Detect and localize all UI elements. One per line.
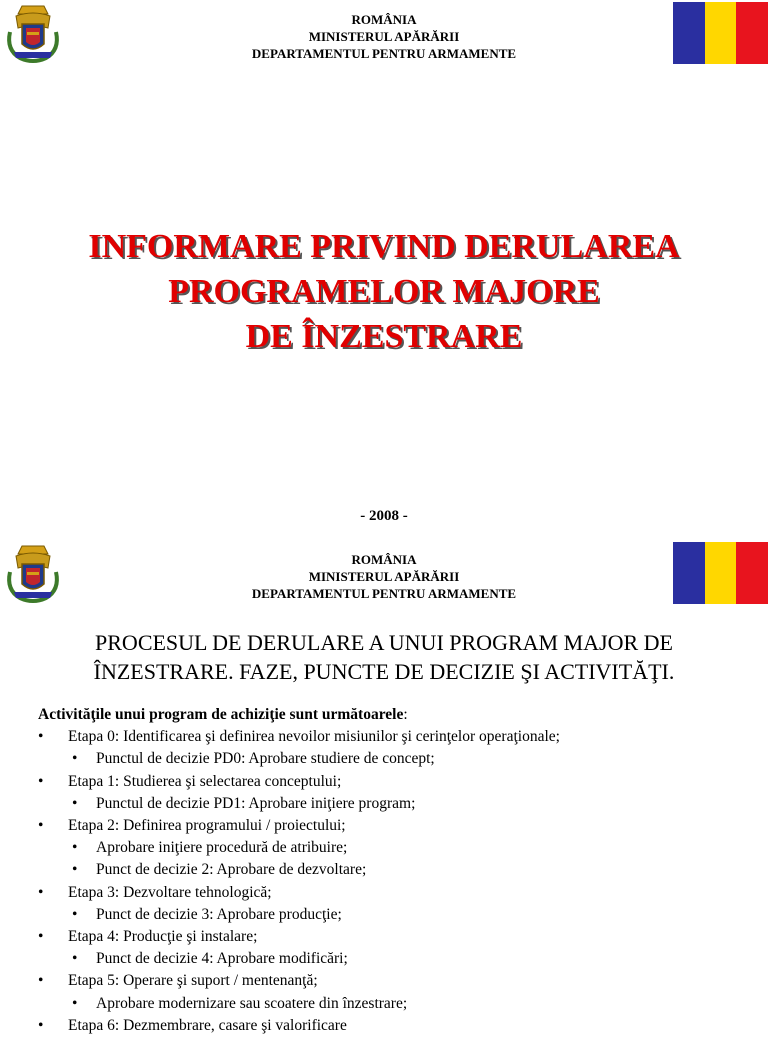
- slide-process: [0, 540, 768, 1034]
- ministry-header: [0, 11, 768, 62]
- list-item: • Etapa 0: Identificarea şi definirea nevoilor misiunilor şi cerinţelor operaţionale;: [38, 728, 560, 746]
- title-line-1: INFORMARE PRIVIND DERULAREA: [88, 228, 680, 265]
- list-item: • Punctul de decizie PD0: Aprobare studiere de concept;: [72, 750, 435, 768]
- list-item: • Punctul de decizie PD1: Aprobare iniţiere program;: [72, 794, 416, 812]
- list-item: • Etapa 3: Dezvoltare tehnologică;: [38, 883, 272, 901]
- list-item: • Etapa 4: Producţie şi instalare;: [38, 928, 258, 946]
- list-item: • Aprobare iniţiere procedură de atribuire;: [72, 839, 348, 857]
- section-title: [0, 628, 768, 686]
- list-item: • Aprobare modernizare sau scoatere din înzestrare;: [72, 994, 408, 1012]
- ministry-header: [0, 551, 768, 602]
- list-item: • Etapa 6: Dezmembrare, casare şi valorificare: [38, 1016, 347, 1034]
- title-line-3: DE ÎNZESTRARE: [245, 318, 523, 355]
- header-country: ROMÂNIA: [351, 552, 417, 567]
- header-ministry: MINISTERUL APĂRĂRII: [308, 29, 460, 44]
- list-item: • Punct de decizie 3: Aprobare producţie;: [72, 905, 342, 923]
- header-department: DEPARTAMENTUL PENTRU ARMAMENTE: [251, 586, 517, 601]
- year-label: - 2008 -: [360, 508, 408, 524]
- header-country: ROMÂNIA: [351, 12, 417, 27]
- header-ministry: MINISTERUL APĂRĂRII: [308, 569, 460, 584]
- section-title-line-2: ÎNZESTRARE. FAZE, PUNCTE DE DECIZIE ŞI ACTIVITĂŢI.: [93, 659, 675, 684]
- list-item: • Etapa 5: Operare şi suport / mentenanţă;: [38, 972, 318, 990]
- list-intro: Activităţile unui program de achiziţie sunt următoarele:: [38, 706, 408, 723]
- activity-list: [38, 704, 758, 1037]
- section-title-line-1: PROCESUL DE DERULARE A UNUI PROGRAM MAJOR DE: [95, 630, 673, 655]
- list-item: • Etapa 2: Definirea programului / proiectului;: [38, 817, 346, 835]
- list-item: • Punct de decizie 4: Aprobare modificări;: [72, 950, 348, 968]
- list-item: • Etapa 1: Studierea şi selectarea conceptului;: [38, 772, 342, 790]
- header-department: DEPARTAMENTUL PENTRU ARMAMENTE: [251, 46, 517, 61]
- list-item: • Punct de decizie 2: Aprobare de dezvoltare;: [72, 861, 367, 879]
- page-title: [0, 224, 768, 359]
- title-line-2: PROGRAMELOR MAJORE: [168, 273, 600, 310]
